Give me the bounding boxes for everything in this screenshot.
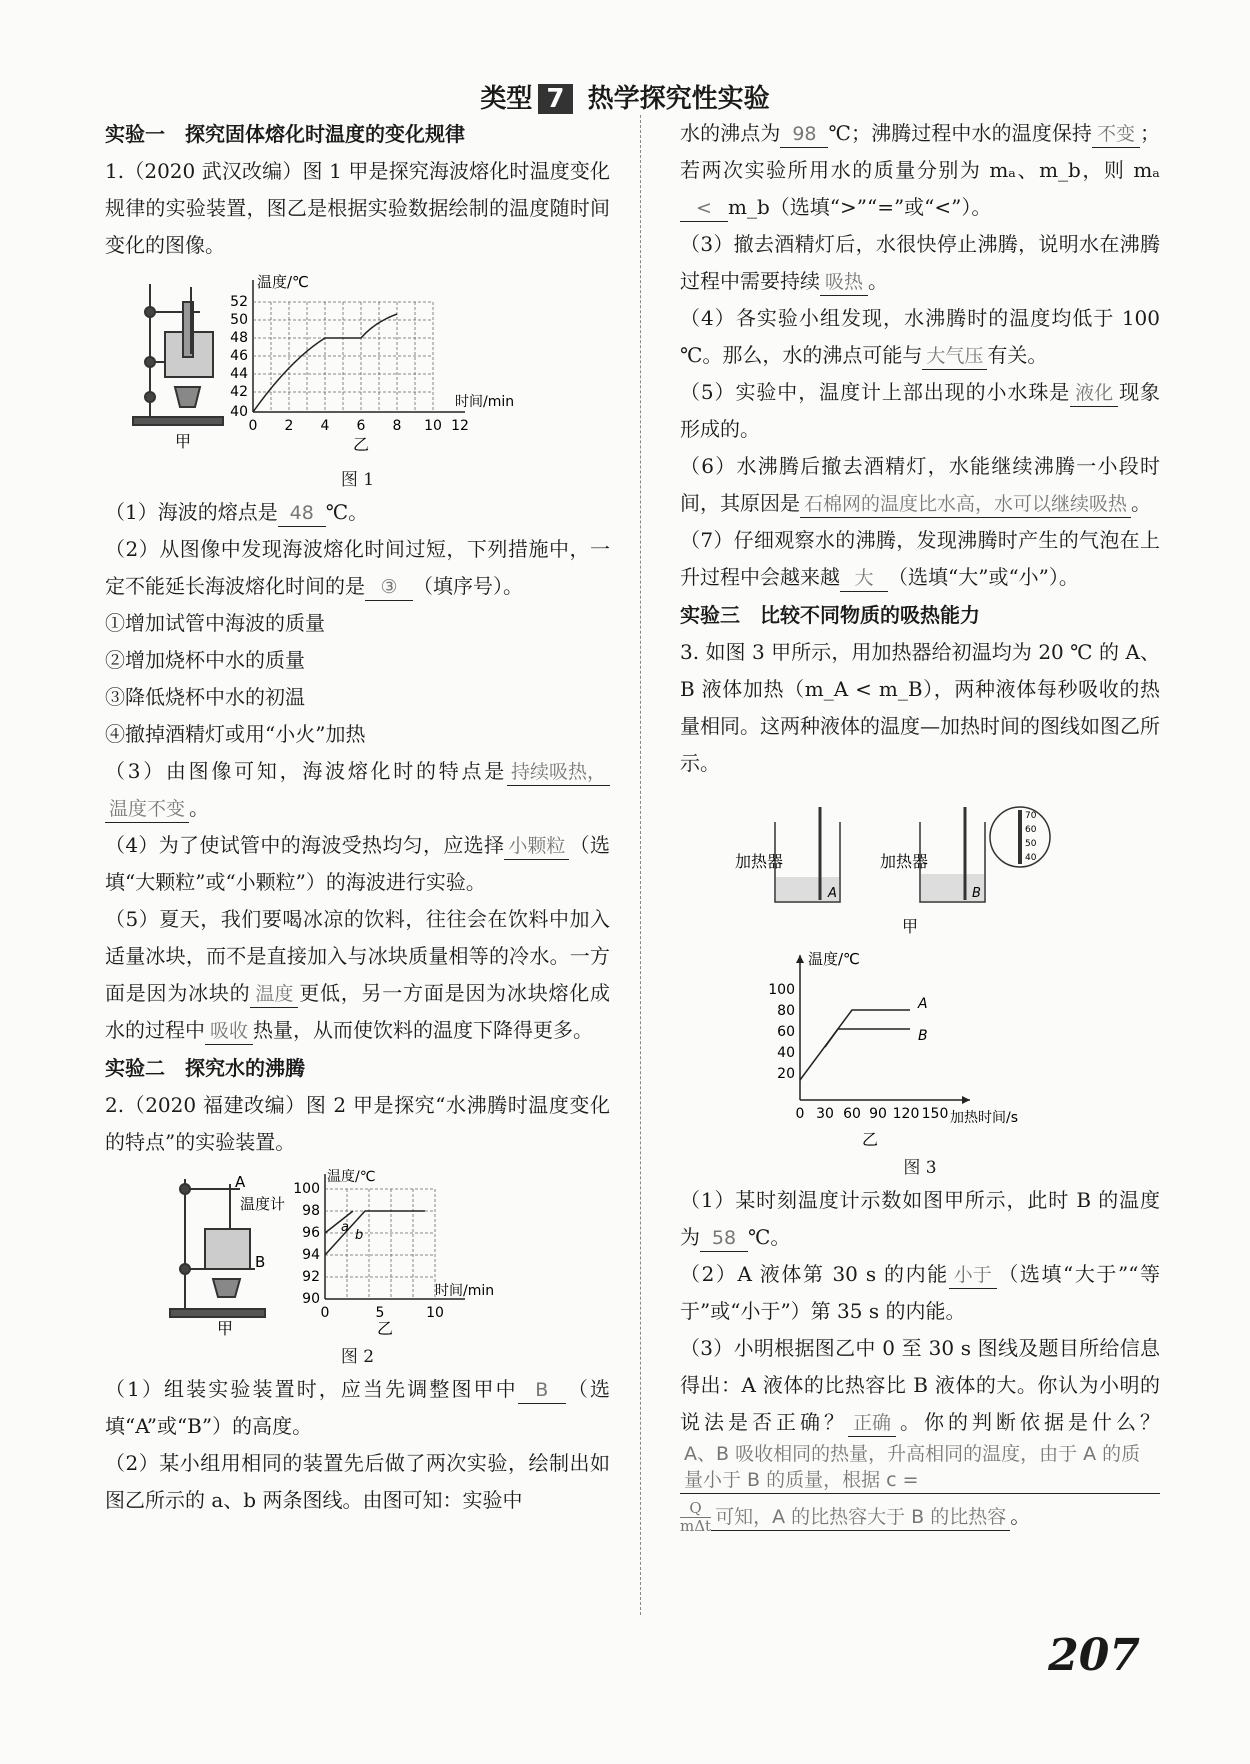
fig3-heater-right: 加热器 <box>880 852 929 871</box>
title-prefix: 类型 <box>480 84 533 114</box>
fig1-ylabel: 温度/℃ <box>257 273 309 291</box>
fraction: $\frac{Q}{\text{mΔt}}$ <box>680 1499 712 1535</box>
exp1-heading: 实验一 探究固体熔化时温度的变化规律 <box>105 122 465 146</box>
fig3-xtick: 30 <box>816 1106 834 1122</box>
fig2-left-caption: 甲 <box>217 1319 234 1338</box>
page-number: 207 <box>1048 1630 1140 1681</box>
fig2-xtick: 0 <box>320 1305 330 1321</box>
title-number: 7 <box>538 84 572 114</box>
fig2-xtick: 10 <box>426 1305 444 1321</box>
fig3-therm-tick: 70 <box>1025 811 1037 821</box>
title-text: 热学探究性实验 <box>587 84 770 114</box>
fig2-label-thermometer: 温度计 <box>240 1195 286 1213</box>
apparatus-1 <box>133 284 223 425</box>
fig2-ytick: 100 <box>293 1181 320 1197</box>
fig3-xtick: 150 <box>921 1106 949 1122</box>
fig1-graph <box>230 273 514 454</box>
fig3-therm-tick: 40 <box>1025 853 1037 863</box>
fig1-xtick: 10 <box>424 418 442 434</box>
exp2-heading: 实验二 探究水的沸腾 <box>105 1056 305 1080</box>
fig3-ytick: 40 <box>777 1045 795 1061</box>
fig1-ytick: 50 <box>230 312 248 328</box>
fig2-xtick: 5 <box>375 1305 385 1321</box>
fig2-right-caption: 乙 <box>377 1319 394 1338</box>
fig3-xlabel: 加热时间/s <box>950 1110 1019 1126</box>
answer-blank: 58 <box>700 1225 748 1252</box>
answer-blank: 正确 <box>848 1410 896 1437</box>
fig1-ytick: 42 <box>230 384 248 400</box>
fig1-xlabel: 时间/min <box>455 394 515 410</box>
fig3-xtick: 90 <box>869 1106 887 1122</box>
figure-3-apparatus <box>680 802 1160 942</box>
fig2-ytick: 96 <box>302 1225 320 1241</box>
answer-blank: B <box>518 1377 566 1404</box>
answer-blank: 大气压 <box>922 343 987 370</box>
figure-3a-svg <box>680 802 1160 942</box>
exp3-heading: 实验三 比较不同物质的吸热能力 <box>680 603 980 627</box>
fig1-xtick: 4 <box>320 418 330 434</box>
answer-blank: 不变 <box>1092 121 1140 148</box>
fig1-xtick: 2 <box>284 418 294 434</box>
q2-intro: 2.（2020 福建改编）图 2 甲是探究“水沸腾时温度变化的特点”的实验装置。 <box>105 1093 610 1154</box>
q2-1: （1）组装实验装置时，应当先调整图甲中 B （选填“A”或“B”）的高度。 <box>105 1377 610 1438</box>
q2-5: （5）实验中，温度计上部出现的小水珠是 液化 现象形成的。 <box>680 380 1160 441</box>
q2-7: （7）仔细观察水的沸腾，发现沸腾时产生的气泡在上升过程中会越来越 大 （选填“大”或“小”）。 <box>680 522 1160 596</box>
answer-blank: 液化 <box>1070 380 1118 407</box>
fig2-label-A: A <box>235 1173 246 1191</box>
q2-2: （2）某小组用相同的装置先后做了两次实验，绘制出如图乙所示的 a、b 两条图线。由图可知：实验中 <box>105 1451 610 1512</box>
answer-blank: 持续吸热， <box>507 759 610 786</box>
option-1: ①增加试管中海波的质量 <box>105 611 325 635</box>
answer-blank: 石棉网的温度比水高，水可以继续吸热 <box>800 491 1131 518</box>
fig1-ytick: 48 <box>230 330 248 346</box>
fig3-ytick: 100 <box>768 982 795 998</box>
fig2-graph <box>293 1169 494 1338</box>
figure-2-svg <box>105 1169 610 1339</box>
answer-blank: 98 <box>780 121 828 148</box>
fig3-caption: 图 3 <box>903 1158 937 1178</box>
answer-blank: 温度 <box>250 981 298 1008</box>
fig3-ytick: 60 <box>777 1024 795 1040</box>
q2-6: （6）水沸腾后撤去酒精灯，水能继续沸腾一小段时间，其原因是 石棉网的温度比水高，水可以继续吸热 。 <box>680 448 1160 522</box>
fig3-xtick: 60 <box>843 1106 861 1122</box>
figure-3b-svg <box>680 950 1160 1150</box>
left-column <box>105 115 610 1519</box>
fig1-xtick: 6 <box>356 418 366 434</box>
fig2-xlabel: 时间/min <box>435 1283 495 1299</box>
answer-blank: 温度不变 <box>105 796 189 823</box>
q1-2: （2）从图像中发现海波熔化时间过短，下列措施中，一定不能延长海波熔化时间的是 ③ （填序号）。 <box>105 531 610 605</box>
fig1-xtick: 0 <box>248 418 258 434</box>
answer-blank: < <box>680 195 728 222</box>
fig3-graph-label-B: B <box>918 1028 928 1044</box>
answer-blank: 吸收 <box>205 1018 253 1045</box>
fig1-left-caption: 甲 <box>175 432 192 451</box>
fig3-therm-tick: 60 <box>1025 825 1037 835</box>
fig1-ytick: 46 <box>230 348 248 364</box>
answer-blank: ③ <box>365 574 413 601</box>
figure-1 <box>105 272 610 462</box>
fig2-label-B: B <box>255 1253 266 1271</box>
fig2-caption: 图 2 <box>340 1347 375 1367</box>
q3-intro: 3. 如图 3 甲所示，用加热器给初温均为 20 ℃ 的 A、B 液体加热（m_A < m_B），两种液体每秒吸收的热量相同。这两种液体的温度—加热时间的图线如图乙所示。 <box>680 640 1160 775</box>
fig1-ytick: 52 <box>230 294 248 310</box>
fig2-ytick: 94 <box>302 1247 320 1263</box>
answer-blank: 小于 <box>949 1262 997 1289</box>
fig1-ytick: 44 <box>230 366 248 382</box>
fig3-label-B: B <box>972 886 981 901</box>
figure-3-graph <box>680 950 1160 1150</box>
fig2-ytick: 98 <box>302 1203 320 1219</box>
q1-4: （4）为了使试管中的海波受热均匀，应选择 小颗粒 （选填“大颗粒”或“小颗粒”）的海波进行实验。 <box>105 833 611 894</box>
q1-intro: 1.（2020 武汉改编）图 1 甲是探究海波熔化时温度变化规律的实验装置，图乙是根据实验数据绘制的温度随时间变化的图像。 <box>105 159 610 257</box>
figure-2 <box>105 1169 610 1339</box>
fig3-ytick: 80 <box>777 1003 795 1019</box>
right-column <box>680 115 1160 1535</box>
answer-blank: 48 <box>278 500 326 527</box>
fig3-line-A <box>800 1010 910 1080</box>
q2-2-cont: 水的沸点为 98 ℃；沸腾过程中水的温度保持 不变 ；若两次实验所用水的质量分别为 mₐ、m_b，则 mₐ< m_b（选填“>”“=”或“<”）。 <box>680 115 1160 226</box>
fig3-xtick: 120 <box>892 1106 920 1122</box>
q1-1: （1）海波的熔点是 48 ℃。 <box>105 494 610 531</box>
fig1-caption: 图 1 <box>340 470 375 490</box>
fig3-heater-left: 加热器 <box>735 852 784 871</box>
section-title <box>0 78 1250 115</box>
fig1-xtick: 12 <box>451 418 469 434</box>
q1-3: （3）由图像可知，海波熔化时的特点是 持续吸热，温度不变 。 <box>105 753 610 827</box>
fig3-therm-tick: 50 <box>1025 839 1037 849</box>
figure-1-svg <box>105 272 610 462</box>
option-4: ④撤掉酒精灯或用“小火”加热 <box>105 722 366 746</box>
option-3: ③降低烧杯中水的初温 <box>105 685 305 709</box>
fig2-ytick: 90 <box>302 1291 320 1307</box>
fig3-label-A: A <box>828 886 837 901</box>
fig3-caption-jia: 甲 <box>902 917 919 936</box>
answer-blank: 吸热 <box>820 269 868 296</box>
fig2-curve-b-label: b <box>355 1228 364 1243</box>
answer-blank: 大 <box>840 565 888 592</box>
fig3-graph-label-A: A <box>918 996 928 1012</box>
q3-1: （1）某时刻温度计示数如图甲所示，此时 B 的温度为 58 ℃。 <box>680 1182 1160 1256</box>
q2-3: （3）撤去酒精灯后，水很快停止沸腾，说明水在沸腾过程中需要持续 吸热 。 <box>680 226 1160 300</box>
column-divider <box>640 115 641 1615</box>
q1-5: （5）夏天，我们要喝冰凉的饮料，往往会在饮料中加入适量冰块，而不是直接加入与冰块质量相等的冷水。一方面是因为冰块的 温度 更低，另一方面是因为冰块熔化成水的过程中 吸收 热量，从而使饮料的温度下降得更多。 <box>105 901 610 1049</box>
fig3-ylabel: 温度/℃ <box>808 950 860 968</box>
fig3-caption-yi: 乙 <box>862 1130 879 1149</box>
q2-4: （4）各实验小组发现，水沸腾时的温度均低于 100 ℃。那么，水的沸点可能与 大气压 有关。 <box>680 300 1160 374</box>
fig1-xtick: 8 <box>392 418 402 434</box>
option-2: ②增加烧杯中水的质量 <box>105 648 305 672</box>
answer-blank: A、B 吸收相同的热量，升高相同的温度，由于 A 的质量小于 B 的质量，根据 c = <box>680 1441 1160 1494</box>
q3-2: （2）A 液体第 30 s 的内能 小于 （选填“大于”“等于”或“小于”）第 35 s 的内能。 <box>680 1262 1160 1323</box>
fig2-curve-a-label: a <box>341 1220 349 1235</box>
fig2-ylabel: 温度/℃ <box>327 1169 376 1185</box>
fig3-ytick: 20 <box>777 1066 795 1082</box>
fig2-ytick: 92 <box>302 1269 320 1285</box>
answer-blank: 小颗粒 <box>504 833 569 860</box>
answer-blank: 可知，A 的比热容大于 B 的比热容 <box>711 1504 1010 1531</box>
fig1-right-caption: 乙 <box>353 435 370 454</box>
q3-3: （3）小明根据图乙中 0 至 30 s 图线及题目所给信息得出：A 液体的比热容比 B 液体的大。你认为小明的说法是否正确？ 正确 。你的判断依据是什么？A、B 吸收相同的热量，升高相同的温度，由于 A 的质量小于 B 的质量，根据 c = $\frac{Q}{\text{mΔt}}$ 可知，A 的比热容大于 B 的比热容 。 <box>680 1336 1160 1535</box>
fig1-ytick: 40 <box>230 404 248 420</box>
fig3-xtick: 0 <box>795 1106 805 1122</box>
